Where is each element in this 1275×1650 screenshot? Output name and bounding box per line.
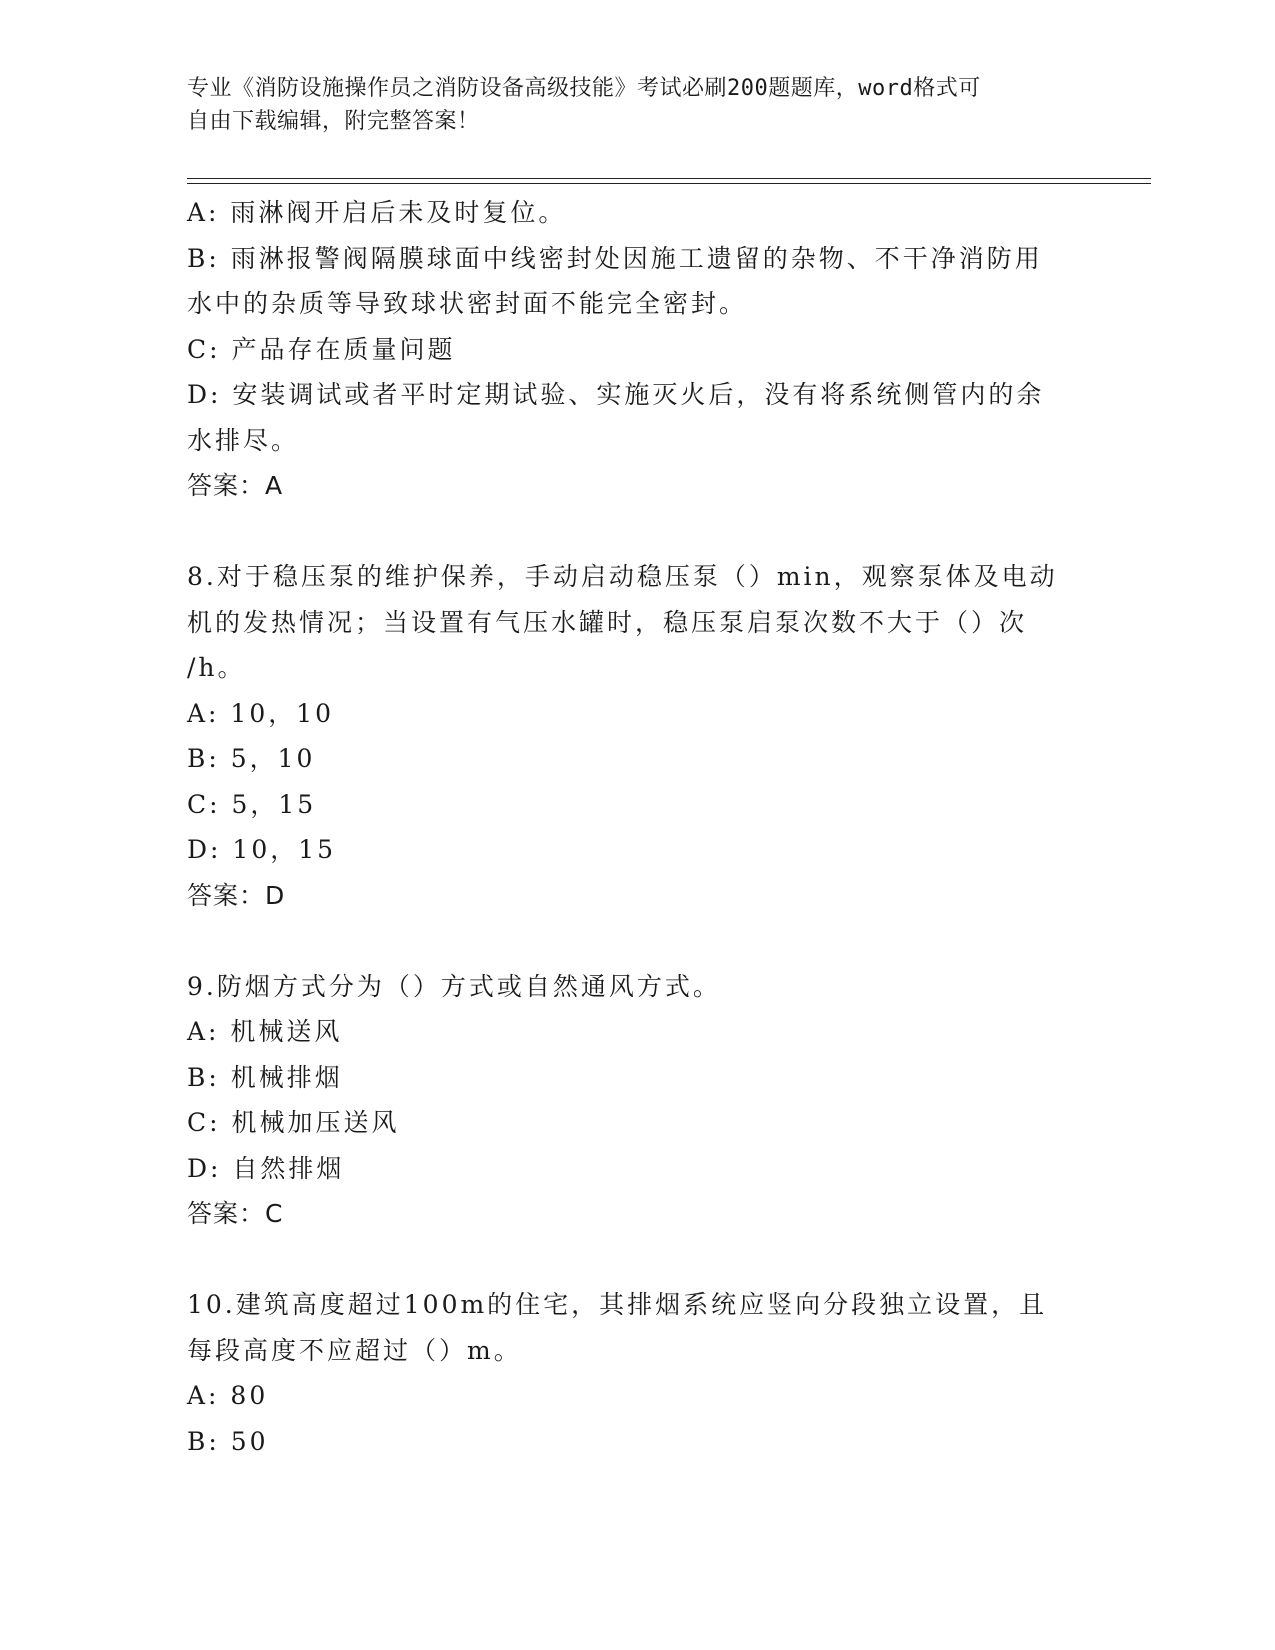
answer: 答案：A bbox=[187, 471, 284, 500]
question-stem-cont: 机的发热情况；当设置有气压水罐时，稳压泵启泵次数不大于（）次 bbox=[187, 607, 1028, 637]
option-c: C: 5，15 bbox=[187, 789, 317, 819]
question-list bbox=[187, 190, 1087, 1464]
question-8 bbox=[187, 554, 1087, 918]
option-c: C: 产品存在质量问题 bbox=[187, 334, 456, 364]
option-d-cont: 水排尽。 bbox=[187, 425, 300, 455]
option-b: B: 5，10 bbox=[187, 744, 316, 773]
option-b-cont: 水中的杂质等导致球状密封面不能完全密封。 bbox=[187, 289, 748, 318]
option-d: D: 自然排烟 bbox=[187, 1153, 345, 1183]
answer: 答案：C bbox=[187, 1199, 284, 1228]
header-divider-top bbox=[187, 178, 1151, 179]
question-10 bbox=[187, 1282, 1087, 1464]
option-a: A: 机械送风 bbox=[187, 1017, 343, 1046]
question-7-tail bbox=[187, 190, 1087, 509]
option-d: D: 安装调试或者平时定期试验、实施灭火后，没有将系统侧管内的余 bbox=[187, 380, 1045, 409]
answer: 答案：D bbox=[187, 880, 286, 910]
option-c: C: 机械加压送风 bbox=[187, 1108, 400, 1137]
option-b: B: 50 bbox=[187, 1426, 269, 1456]
question-stem-cont: 每段高度不应超过（）m。 bbox=[187, 1335, 522, 1365]
option-a: A: 80 bbox=[187, 1381, 269, 1410]
option-a: A: 10，10 bbox=[187, 698, 335, 728]
question-stem: 10.建筑高度超过100m的住宅，其排烟系统应竖向分段独立设置，且 bbox=[187, 1290, 1048, 1319]
question-stem: 8.对于稳压泵的维护保养，手动启动稳压泵（）min，观察泵体及电动 bbox=[187, 562, 1058, 591]
header-line-2: 自由下载编辑，附完整答案！ bbox=[187, 109, 480, 134]
question-stem-cont: /h。 bbox=[187, 653, 246, 682]
option-d: D: 10，15 bbox=[187, 835, 337, 864]
header-divider-bottom bbox=[187, 183, 1151, 184]
question-9 bbox=[187, 964, 1087, 1237]
document-header bbox=[187, 72, 1087, 138]
option-b: B: 雨淋报警阀隔膜球面中线密封处因施工遗留的杂物、不干净消防用 bbox=[187, 243, 1043, 273]
question-stem: 9.防烟方式分为（）方式或自然通风方式。 bbox=[187, 971, 721, 1001]
option-a: A: 雨淋阀开启后未及时复位。 bbox=[187, 198, 567, 227]
header-line-1: 专业《消防设施操作员之消防设备高级技能》考试必刷200题题库，word格式可 bbox=[187, 76, 981, 101]
option-b: B: 机械排烟 bbox=[187, 1062, 343, 1092]
